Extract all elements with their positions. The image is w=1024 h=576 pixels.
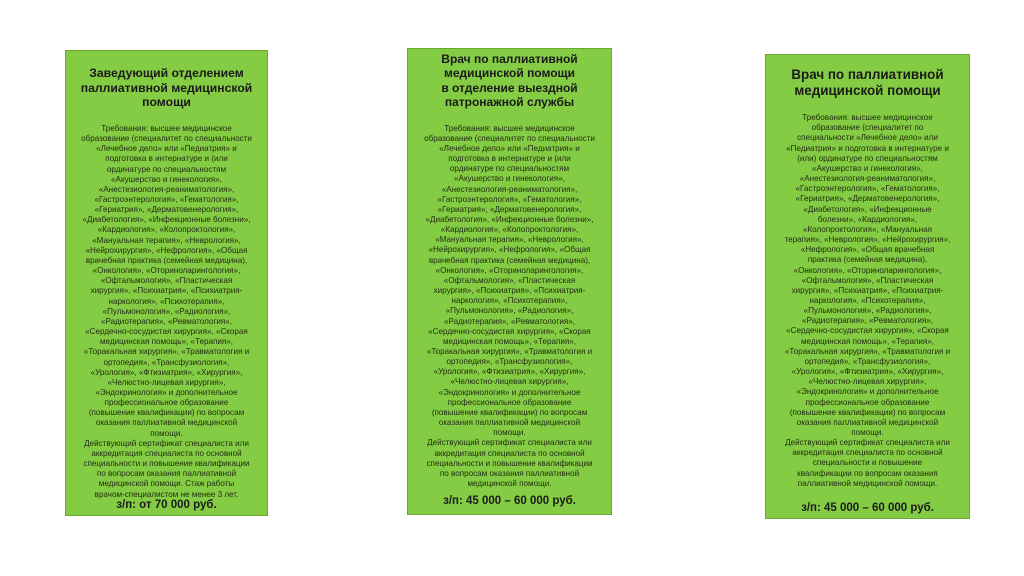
vacancy-requirements: Требования: высшее медицинское образование (специалитет по специальности «Лечебное дело» или «Педиатрия» и подготовка в интернатуре и (или) ординатуре по специальностям «Акушерство и гинекология», «Анестезиология-реаниматология», «Гастроэнтерология», «Гематология», «Гериатрия», «Дерматовенерология», «Диабетология», «Инфекционные болезни», «Кардиология», «Колопроктология», «Мануальная терапия», «Неврология», «Нейрохирургия», «Нефрология», «Общая врачебная практика (семейная медицина), «Онкология», «Оториноларингология», «Офтальмология», «Пластическая хирургия», «Психиатрия», «Психиатрия- наркология», «Психотерапия», «Пульмонология», «Радиология», «Радиотерапия», «Ревматология», «Сердечно-сосудистая хирургия», «Скорая медицинская помощь», «Терапия», «Торакальная хирургия», «Травматология и ортопедия», «Трансфузиология», «Урология», «Фтизиатрия», «Хирургия», «Челюстно-лицевая хирургия», «Эндокринология» и дополнительное профессиональное образование (повышение квалификации) по вопросам оказания паллиативной медицинской помощи. Действующий сертификат специалиста или аккредитация специалиста по основной специальности и повышение квалификации по вопросам оказания паллиативной медицинской помощи. [784,113,951,488]
vacancy-card-palliative-doctor [765,54,970,519]
vacancy-title: Врач по паллиативной медицинской помощи [791,67,944,99]
vacancy-card-head-of-department [65,50,268,516]
vacancy-title: Врач по паллиативной медицинской помощи в отделение выездной патронажной службы [441,52,578,110]
vacancy-title: Заведующий отделением паллиативной медицинской помощи [80,66,253,110]
vacancy-salary: з/п: от 70 000 руб. [116,499,217,511]
vacancy-salary: з/п: 45 000 – 60 000 руб. [801,502,934,514]
vacancy-requirements: Требования: высшее медицинское образование (специалитет по специальности «Лечебное дело» или «Педиатрия» и подготовка в интернатуре и (или ординатуре по специальностям «Акушерство и гинекология», «Анестезиология-реаниматология», «Гастроэнтерология», «Гематология», «Гериатрия», «Дерматовенерология», «Диабетология», «Инфекционные болезни», «Кардиология», «Колопроктология», «Мануальная терапия», «Неврология», «Нейрохирургия», «Нефрология», «Общая врачебная практика (семейная медицина), «Онкология», «Оториноларингология», «Офтальмология», «Пластическая хирургия», «Психиатрия», «Психиатрия- наркология», «Психотерапия», «Пульмонология», «Радиология», «Радиотерапия», «Ревматология», «Сердечно-сосудистая хирургия», «Скорая медицинская помощь», «Терапия», «Торакальная хирургия», «Травматология и ортопедия», «Трансфузиология», «Урология», «Фтизиатрия», «Хирургия», «Челюстно-лицевая хирургия», «Эндокринология» и дополнительное профессиональное образование (повышение квалификации) по вопросам оказания паллиативной медицинской помощи. Действующий сертификат специалиста или аккредитация специалиста по основной специальности и повышение квалификации по вопросам оказания паллиативной медицинской помощи. [424,123,595,489]
vacancy-card-visiting-service-doctor [407,48,612,515]
vacancy-salary: з/п: 45 000 – 60 000 руб. [443,495,576,507]
vacancy-requirements: Требования: высшее медицинское образование (специалитет по специальности «Лечебное дело» или «Педиатрия» и подготовка в интернатуре и (или ординатуре по специальностям «Акушерство и гинекология», «Анестезиология-реаниматология», «Гастроэнтерология», «Гематология», «Гериатрия», «Дерматовенерология», «Диабетология», «Инфекционные болезни», «Кардиология», «Колопроктология», «Мануальная терапия», «Неврология», «Нейрохирургия», «Нефрология», «Общая врачебная практика (семейная медицина), «Онкология», «Оториноларингология», «Офтальмология», «Пластическая хирургия», «Психиатрия», «Психиатрия- наркология», «Психотерапия», «Пульмонология», «Радиология», «Радиотерапия», «Ревматология», «Сердечно-сосудистая хирургия», «Скорая медицинская помощь», «Терапия», «Торакальная хирургия», «Травматология и ортопедия», «Трансфузиология», «Урология», «Фтизиатрия», «Хирургия», «Челюстно-лицевая хирургия», «Эндокринология» и дополнительное профессиональное образование (повышение квалификации) по вопросам оказания паллиативной медицинской помощи. Действующий сертификат специалиста или аккредитация специалиста по основной специальности и повышение квалификации по вопросам оказания паллиативной медицинской помощи. Стаж работы врачом-специалистом не менее 3 лет. [81,123,252,499]
